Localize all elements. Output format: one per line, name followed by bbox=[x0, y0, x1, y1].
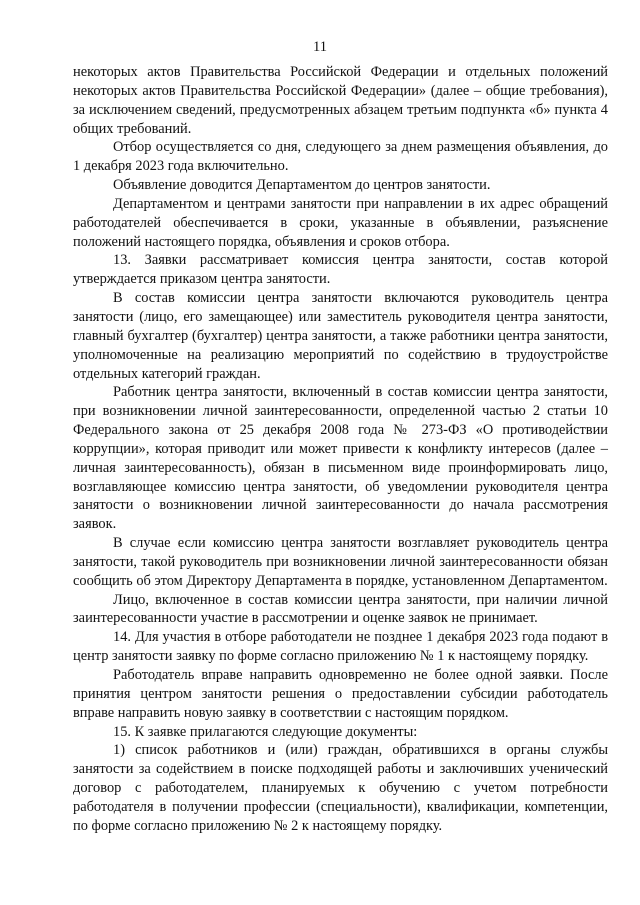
paragraph-selection-period: Отбор осуществляется со дня, следующего за днем размещения объявления, до 1 декабря 2023 года включительно. bbox=[73, 139, 608, 175]
page-number: 11 bbox=[313, 39, 327, 55]
paragraph-commission-composition: В состав комиссии центра занятости включаются руководитель центра занятости (лицо, его замещающее) или заместитель руководителя центра занятости, главный бухгалтер (бухгалтер) центра занятости, а также работники центра занятости, уполномоченные на реализацию мероприятий по содействию в трудоустройстве отдельных категорий граждан. bbox=[73, 290, 608, 382]
paragraph-subitem-1: 1) список работников и (или) граждан, обратившихся в органы службы занятости за содействием в поиске подходящей работы и заключивших ученический договор с работодателем, планируемых к обучению с учетом потребности работодателя в получении профессии (специальности), квалификации, компетенции, по форме согласно приложению № 2 к настоящему порядку. bbox=[73, 742, 608, 834]
paragraph-item-13: 13. Заявки рассматривает комиссия центра занятости, состав которой утверждается приказом центра занятости. bbox=[73, 252, 608, 288]
paragraph-item-14: 14. Для участия в отборе работодатели не позднее 1 декабря 2023 года подают в центр занятости заявку по форме согласно приложению № 1 к настоящему порядку. bbox=[73, 629, 608, 665]
document-body bbox=[73, 63, 608, 836]
paragraph-head-conflict: В случае если комиссию центра занятости возглавляет руководитель центра занятости, такой руководитель при возникновении личной заинтересованности обязан сообщить об этом Директору Департамента в порядке, установленном Департаментом. bbox=[73, 535, 608, 589]
paragraph-announcement: Объявление доводится Департаментом до центров занятости. bbox=[113, 177, 491, 194]
paragraph-continuation: некоторых актов Правительства Российской Федерации и отдельных положений некоторых актов Правительства Российской Федерации» (далее – общие требования), за исключением сведений, предусмотренных абзацем третьим подпункта «б» пункта 4 общих требований. bbox=[73, 64, 608, 137]
paragraph-clarification: Департаментом и центрами занятости при направлении в их адрес обращений работодателей обеспечивается в сроки, указанные в объявлении, разъяснение положений настоящего порядка, объявления и сроков отбора. bbox=[73, 195, 608, 250]
paragraph-non-participation: Лицо, включенное в состав комиссии центра занятости, при наличии личной заинтересованности участие в рассмотрении и оценке заявок не принимает. bbox=[73, 591, 608, 627]
paragraph-conflict-of-interest: Работник центра занятости, включенный в состав комиссии центра занятости, при возникновении личной заинтересованности, определенной частью 2 статьи 10 Федерального закона от 25 декабря 2008 года № 273-ФЗ «О противодействии коррупции», которая приводит или может привести к конфликту интересов (далее – личная заинтересованность), обязан в письменном виде проинформировать лицо, возглавляющее комиссию центра занятости, об уведомлении руководителя центра занятости о возникновении личной заинтересованности до начала рассмотрения заявок. bbox=[73, 384, 608, 533]
paragraph-item-15: 15. К заявке прилагаются следующие документы: bbox=[113, 723, 418, 740]
paragraph-single-application: Работодатель вправе направить одновременно не более одной заявки. После принятия центром занятости решения о предоставлении субсидии работодатель вправе направить новую заявку в соответствии с настоящим порядком. bbox=[73, 667, 608, 721]
